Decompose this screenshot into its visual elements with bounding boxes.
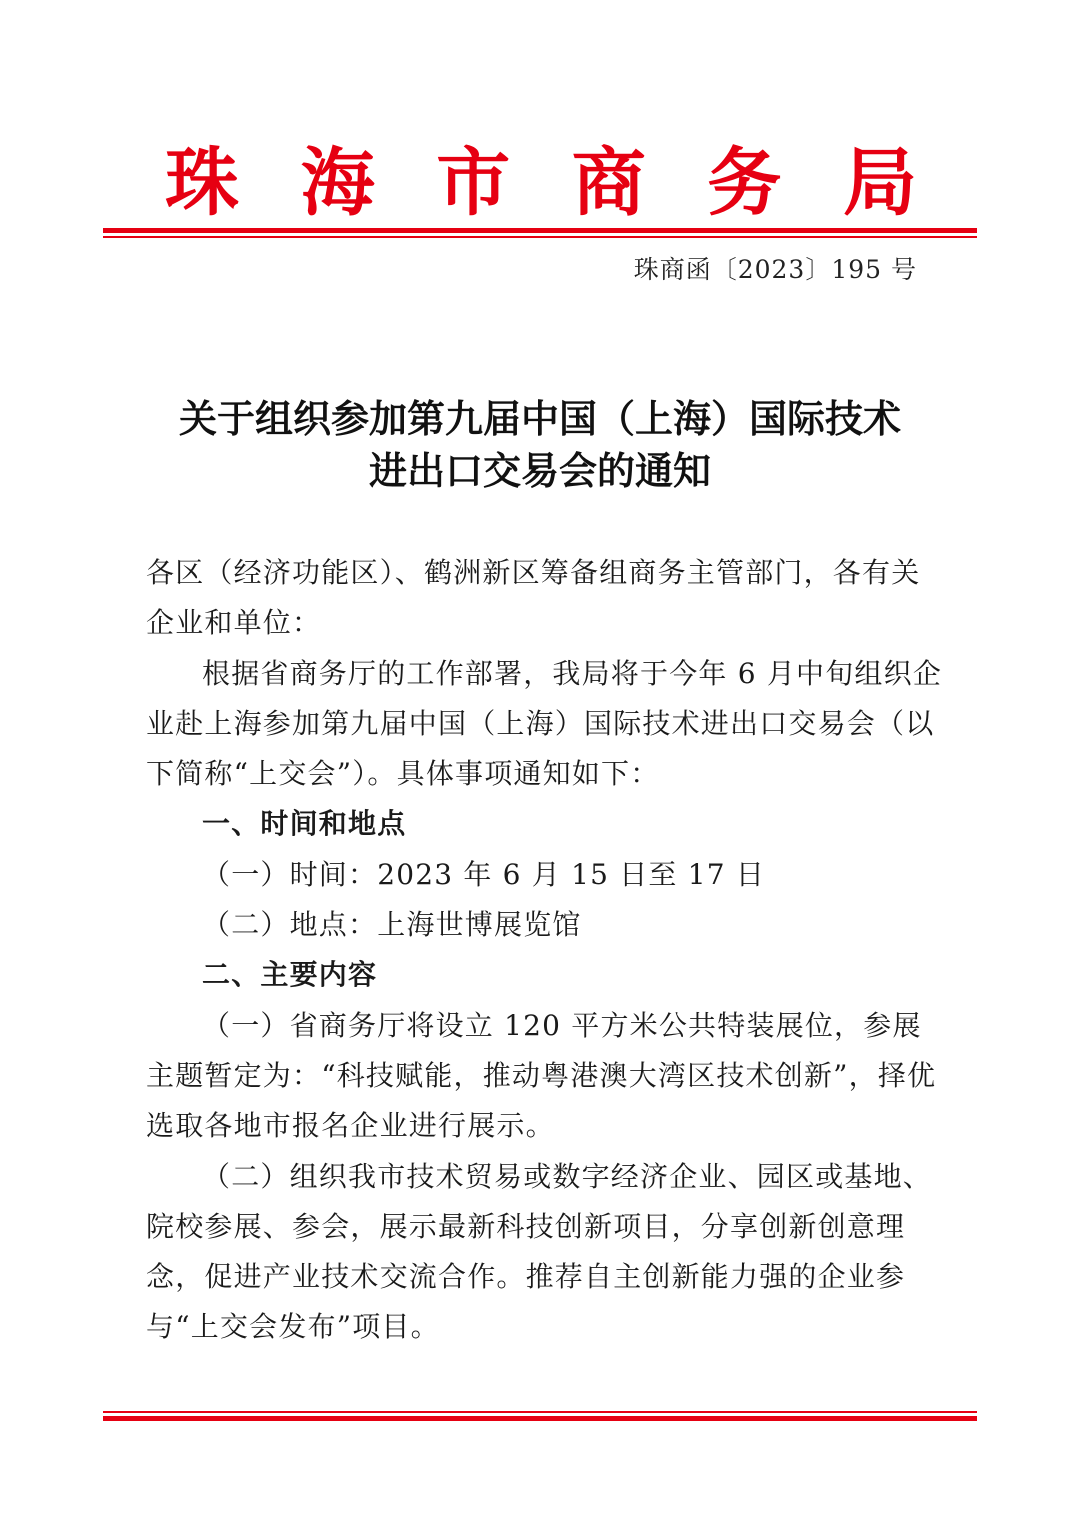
section-item-booth: （一）省商务厅将设立 120 平方米公共特装展位，参展主题暂定为：“科技赋能，推动粤港澳大湾区技术创新”，择优选取各地市报名企业进行展示。 [146, 1008, 937, 1143]
section-heading-main-content: 二、主要内容 [202, 958, 378, 992]
section-heading-time-place: 一、时间和地点 [202, 807, 407, 841]
notice-title-line-2: 进出口交易会的通知 [368, 448, 711, 493]
agency-name-char: 市 [436, 140, 511, 226]
agency-name [103, 138, 977, 228]
section-item-time: （一）时间：2023 年 6 月 15 日至 17 日 [202, 857, 766, 891]
salutation: 各区（经济功能区）、鹤洲新区筹备组商务主管部门，各有关企业和单位： [146, 556, 921, 640]
agency-name-char: 商 [571, 140, 646, 226]
agency-name-char: 珠 [165, 140, 239, 226]
notice-title [100, 393, 980, 497]
document-number: 珠商函〔2023〕195 号 [633, 255, 917, 284]
intro-paragraph: 根据省商务厅的工作部署，我局将于今年 6 月中旬组织企业赴上海参加第九届中国（上海）国际技术进出口交易会（以下简称“上交会”）。具体事项通知如下： [146, 656, 943, 791]
header-divider-thick [103, 228, 977, 233]
section-item-participation: （二）组织我市技术贸易或数字经济企业、园区或基地、院校参展、参会，展示最新科技创新项目，分享创新创意理念，促进产业技术交流合作。推荐自主创新能力强的企业参与“上交会发布”项目。 [146, 1159, 933, 1344]
agency-name-char: 海 [300, 140, 375, 226]
notice-title-line-1: 关于组织参加第九届中国（上海）国际技术 [178, 396, 901, 441]
section-item-place: （二）地点：上海世博展览馆 [202, 908, 582, 942]
header-divider-thin [103, 236, 977, 238]
agency-name-char: 局 [842, 140, 917, 226]
footer-divider-thick [103, 1416, 977, 1421]
agency-name-char: 务 [707, 140, 782, 226]
notice-body [146, 548, 946, 1353]
footer-divider-thin [103, 1411, 977, 1413]
